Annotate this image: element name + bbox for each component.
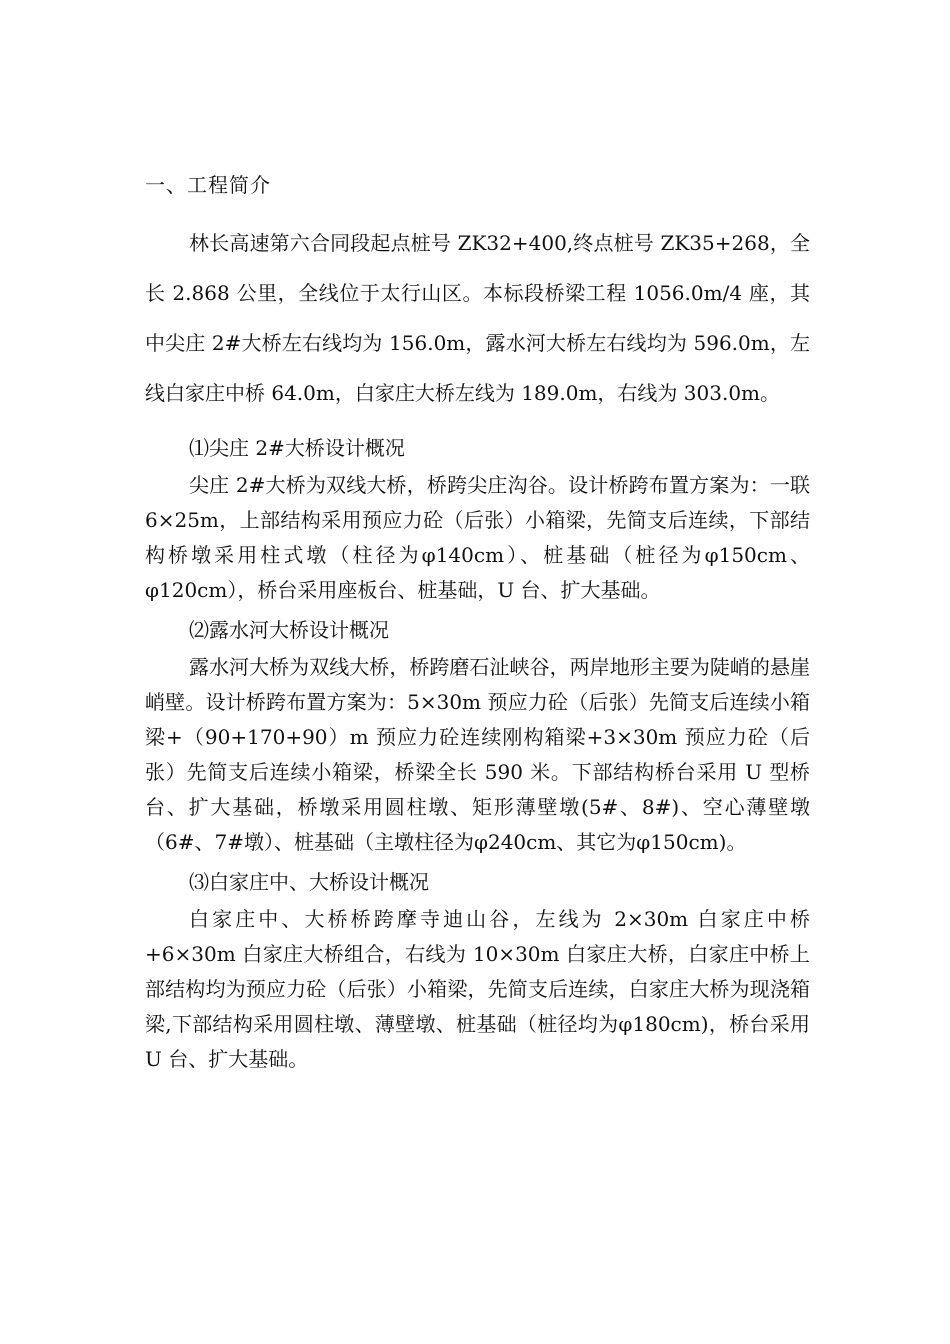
- subsection-body: 白家庄中、大桥桥跨摩寺迪山谷，左线为 2×30m 白家庄中桥+6×30m 白家庄大桥组合，右线为 10×30m 白家庄大桥，白家庄中桥上部结构均为预应力砼（后张）小箱梁，先简支后连续，白家庄大桥为现浇箱梁,下部结构采用圆柱墩、薄壁墩、桩基础（桩径均为φ180cm)，桥台采用 U 台、扩大基础。: [145, 907, 810, 1071]
- section-heading: 一、工程简介: [145, 173, 271, 197]
- intro-paragraph: 林长高速第六合同段起点桩号 ZK32+400,终点桩号 ZK35+268，全长 2.868 公里，全线位于太行山区。本标段桥梁工程 1056.0m/4 座，其中尖庄 2#大桥左右线均为 156.0m，露水河大桥左右线均为 596.0m，左线白家庄中桥 64.0m，白家庄大桥左线为 189.0m，右线为 303.0m。: [145, 231, 810, 405]
- section-baijiazhuang-bridge: [145, 866, 810, 1077]
- document-page: [145, 170, 810, 1083]
- subsection-title: ⑴尖庄 2#大桥设计概况: [189, 436, 405, 460]
- subsection-body: 尖庄 2#大桥为双线大桥，桥跨尖庄沟谷。设计桥跨布置方案为：一联 6×25m，上部结构采用预应力砼（后张）小箱梁，先简支后连续，下部结构桥墩采用柱式墩（柱径为φ140cm）、桩基础（桩径为φ150cm、φ120cm），桥台采用座板台、桩基础，U 台、扩大基础。: [145, 473, 810, 602]
- subsection-title: ⑶白家庄中、大桥设计概况: [189, 870, 429, 894]
- subsection-title: ⑵露水河大桥设计概况: [189, 618, 389, 642]
- section-jianzhuang-bridge: [145, 432, 810, 608]
- subsection-body: 露水河大桥为双线大桥，桥跨磨石沚峡谷，两岸地形主要为陡峭的悬崖峭壁。设计桥跨布置方案为：5×30m 预应力砼（后张）先简支后连续小箱梁+（90+170+90）m 预应力砼连续刚构箱梁+3×30m 预应力砼（后张）先简支后连续小箱梁，桥梁全长 590 米。下部结构桥台采用 U 型桥台、扩大基础，桥墩采用圆柱墩、矩形薄壁墩(5#、8#)、空心薄壁墩（6#、7#墩）、桩基础（主墩柱径为φ240cm、其它为φ150cm)。: [145, 655, 810, 854]
- section-lushuihe-bridge: [145, 614, 810, 860]
